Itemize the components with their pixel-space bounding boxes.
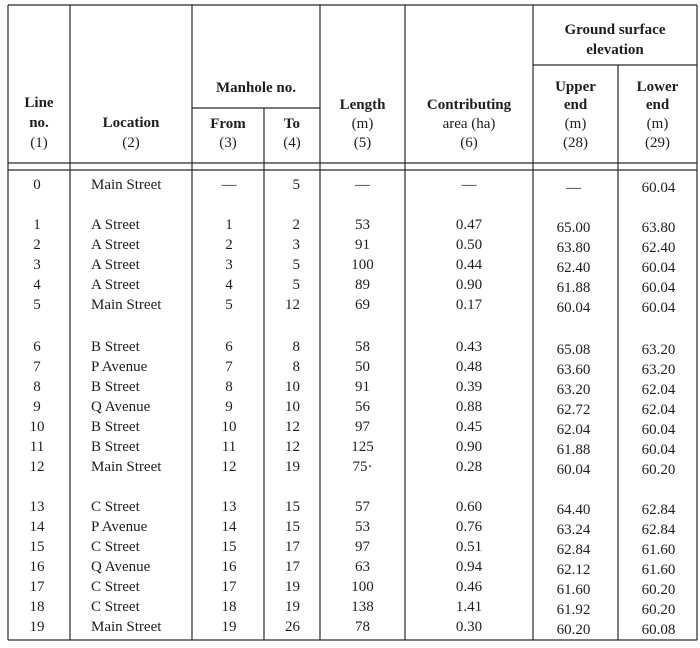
cell-location: P Avenue <box>91 519 148 535</box>
table-row <box>33 257 676 276</box>
header-length-unit: (m) <box>351 116 374 132</box>
cell-upper-elevation: 62.72 <box>556 402 591 418</box>
cell-line-no: 3 <box>33 257 41 273</box>
table-row <box>30 579 676 598</box>
cell-upper-elevation: 65.00 <box>556 220 591 236</box>
cell-line-no: 6 <box>33 339 41 355</box>
cell-upper-elevation: — <box>566 180 581 196</box>
cell-lower-elevation: 60.04 <box>641 422 676 438</box>
cell-upper-elevation: 61.92 <box>556 602 591 618</box>
cell-location: C Street <box>91 599 140 615</box>
cell-to: 5 <box>292 257 300 273</box>
cell-to: 8 <box>292 339 300 355</box>
cell-length: 91 <box>355 379 370 395</box>
cell-upper-elevation: 62.12 <box>556 562 591 578</box>
cell-upper-elevation: 63.24 <box>556 522 591 538</box>
table-row <box>30 419 676 438</box>
cell-area: 0.90 <box>455 277 483 293</box>
cell-location: B Street <box>91 339 140 355</box>
cell-line-no: 18 <box>29 599 45 615</box>
table-row <box>33 379 676 398</box>
table-row <box>33 359 675 378</box>
cell-length: 125 <box>351 439 374 455</box>
cell-length: 69 <box>355 297 370 313</box>
cell-line-no: 2 <box>33 237 41 253</box>
cell-lower-elevation: 60.20 <box>641 462 676 478</box>
cell-line-no: 12 <box>29 459 45 475</box>
cell-line-no: 1 <box>33 217 41 233</box>
cell-upper-elevation: 61.88 <box>556 442 591 458</box>
cell-to: 10 <box>285 379 300 395</box>
cell-line-no: 4 <box>33 277 41 293</box>
cell-from: 16 <box>221 559 237 575</box>
cell-from: 3 <box>225 257 233 273</box>
cell-to: 15 <box>285 499 300 515</box>
cell-length: 100 <box>351 579 374 595</box>
cell-upper-elevation: 63.60 <box>556 362 591 378</box>
cell-from: 11 <box>221 439 237 455</box>
cell-from: 4 <box>225 277 233 293</box>
cell-upper-elevation: 61.60 <box>556 582 591 598</box>
cell-location: A Street <box>91 277 140 293</box>
cell-area: — <box>461 177 477 193</box>
cell-location: P Avenue <box>91 359 148 375</box>
cell-upper-elevation: 62.04 <box>556 422 591 438</box>
cell-line-no: 8 <box>33 379 41 395</box>
header-lower-label-2: end <box>645 97 670 113</box>
cell-to: 26 <box>285 619 300 635</box>
cell-length: 138 <box>351 599 374 615</box>
cell-location: B Street <box>91 379 140 395</box>
header-from-number: (3) <box>219 135 237 151</box>
table-row <box>33 297 676 316</box>
cell-length: 97 <box>355 419 370 435</box>
cell-lower-elevation: 60.20 <box>641 582 676 598</box>
cell-upper-elevation: 60.20 <box>556 622 591 638</box>
cell-area: 0.51 <box>455 539 483 555</box>
cell-lower-elevation: 61.60 <box>641 542 676 558</box>
cell-lower-elevation: 62.04 <box>641 382 676 398</box>
header-to-label: To <box>283 116 301 132</box>
cell-line-no: 19 <box>29 619 45 635</box>
cell-area: 0.30 <box>455 619 483 635</box>
cell-to: 19 <box>285 459 300 475</box>
cell-location: A Street <box>91 237 140 253</box>
cell-line-no: 15 <box>29 539 45 555</box>
cell-from: 1 <box>225 217 233 233</box>
cell-line-no: 14 <box>29 519 45 535</box>
cell-length: — <box>355 177 370 193</box>
table-row <box>30 459 676 478</box>
table-row <box>33 399 676 418</box>
header-area-label: Contributing <box>426 97 512 113</box>
cell-line-no: 11 <box>29 439 45 455</box>
table-row <box>30 559 676 578</box>
cell-to: 3 <box>292 237 300 253</box>
cell-from: 13 <box>221 499 237 515</box>
cell-to: 12 <box>285 439 300 455</box>
header-line-label: no. <box>29 115 49 131</box>
cell-upper-elevation: 63.20 <box>556 382 591 398</box>
cell-area: 1.41 <box>455 599 483 615</box>
cell-to: 15 <box>285 519 300 535</box>
cell-location: A Street <box>91 257 140 273</box>
cell-lower-elevation: 63.80 <box>641 220 676 236</box>
cell-line-no: 13 <box>29 499 45 515</box>
table-body <box>30 177 676 638</box>
header-ground-label-2: elevation <box>586 42 644 58</box>
table-row <box>33 339 675 358</box>
cell-upper-elevation: 64.40 <box>556 502 591 518</box>
cell-from: — <box>221 177 237 193</box>
table-row <box>33 237 675 256</box>
cell-from: 5 <box>225 297 233 313</box>
cell-upper-elevation: 60.04 <box>556 300 591 316</box>
header-to-number: (4) <box>283 135 301 151</box>
cell-to: 19 <box>285 599 300 615</box>
cell-lower-elevation: 63.20 <box>641 342 676 358</box>
cell-upper-elevation: 65.08 <box>556 342 591 358</box>
cell-to: 17 <box>285 559 300 575</box>
cell-location: B Street <box>91 419 140 435</box>
cell-area: 0.48 <box>455 359 483 375</box>
header-lower-number: (29) <box>645 135 670 151</box>
cell-length: 58 <box>355 339 370 355</box>
table-row <box>30 499 676 518</box>
cell-area: 0.90 <box>455 439 483 455</box>
cell-length: 53 <box>355 519 370 535</box>
table-row <box>33 177 676 196</box>
cell-area: 0.46 <box>455 579 483 595</box>
table-row <box>30 439 676 458</box>
cell-length: 75· <box>352 459 373 475</box>
header-location-label: Location <box>102 115 160 131</box>
cell-line-no: 7 <box>33 359 41 375</box>
cell-upper-elevation: 61.88 <box>556 280 591 296</box>
table-row <box>33 217 675 236</box>
cell-upper-elevation: 62.40 <box>556 260 591 276</box>
cell-to: 5 <box>292 177 300 193</box>
cell-lower-elevation: 60.08 <box>641 622 676 638</box>
cell-length: 50 <box>355 359 370 375</box>
cell-area: 0.17 <box>455 297 483 313</box>
cell-upper-elevation: 62.84 <box>556 542 591 558</box>
header-manhole-group: Manhole no. <box>215 80 297 96</box>
cell-length: 53 <box>355 217 370 233</box>
cell-length: 57 <box>355 499 370 515</box>
cell-line-no: 9 <box>33 399 41 415</box>
cell-location: Main Street <box>91 619 162 635</box>
cell-from: 8 <box>225 379 233 395</box>
cell-lower-elevation: 60.04 <box>641 180 676 196</box>
cell-length: 63 <box>355 559 370 575</box>
cell-area: 0.43 <box>455 339 483 355</box>
cell-lower-elevation: 62.04 <box>641 402 676 418</box>
cell-area: 0.60 <box>455 499 483 515</box>
cell-line-no: 5 <box>33 297 41 313</box>
cell-area: 0.44 <box>455 257 483 273</box>
cell-area: 0.88 <box>455 399 483 415</box>
cell-from: 14 <box>221 519 237 535</box>
cell-from: 15 <box>221 539 237 555</box>
cell-lower-elevation: 60.04 <box>641 300 676 316</box>
cell-area: 0.45 <box>455 419 483 435</box>
header-area-number: (6) <box>460 135 478 151</box>
cell-from: 17 <box>221 579 237 595</box>
cell-location: C Street <box>91 539 140 555</box>
cell-location: Q Avenue <box>91 399 151 415</box>
header-line-label: Line <box>24 95 54 111</box>
cell-location: Main Street <box>91 459 162 475</box>
header-location-number: (2) <box>122 135 140 151</box>
cell-area: 0.50 <box>455 237 483 253</box>
cell-area: 0.28 <box>455 459 483 475</box>
cell-area: 0.39 <box>455 379 483 395</box>
cell-from: 9 <box>225 399 233 415</box>
cell-from: 7 <box>225 359 233 375</box>
cell-to: 19 <box>285 579 300 595</box>
table-row <box>30 539 676 558</box>
cell-to: 12 <box>285 419 300 435</box>
cell-to: 8 <box>292 359 300 375</box>
cell-from: 6 <box>225 339 233 355</box>
cell-lower-elevation: 62.40 <box>641 240 676 256</box>
header-area-unit: area (ha) <box>442 116 496 132</box>
cell-length: 100 <box>351 257 374 273</box>
header-length-number: (5) <box>353 135 372 151</box>
cell-location: C Street <box>91 579 140 595</box>
cell-location: Main Street <box>91 297 162 313</box>
header-length-label: Length <box>339 97 386 113</box>
cell-area: 0.76 <box>455 519 483 535</box>
cell-from: 12 <box>221 459 237 475</box>
cell-upper-elevation: 60.04 <box>556 462 591 478</box>
cell-line-no: 16 <box>29 559 45 575</box>
cell-from: 18 <box>221 599 237 615</box>
cell-line-no: 17 <box>29 579 45 595</box>
cell-lower-elevation: 62.84 <box>641 522 676 538</box>
table-row <box>30 599 676 618</box>
cell-from: 2 <box>225 237 233 253</box>
cell-length: 89 <box>355 277 370 293</box>
cell-line-no: 10 <box>29 419 45 435</box>
header-ground-label: Ground surface <box>564 22 666 38</box>
cell-length: 97 <box>355 539 370 555</box>
header-lower-label: Lower <box>636 79 679 95</box>
cell-lower-elevation: 60.20 <box>641 602 676 618</box>
header-upper-unit: (m) <box>564 116 587 132</box>
cell-length: 91 <box>355 237 370 253</box>
cell-area: 0.94 <box>455 559 483 575</box>
cell-lower-elevation: 62.84 <box>641 502 676 518</box>
header-upper-label-2: end <box>563 97 588 113</box>
table-header <box>24 22 678 151</box>
cell-location: C Street <box>91 499 140 515</box>
table-row <box>33 277 676 296</box>
cell-to: 12 <box>285 297 300 313</box>
table-row <box>30 519 676 538</box>
table-row <box>30 619 676 638</box>
cell-to: 10 <box>285 399 300 415</box>
header-upper-label: Upper <box>555 79 596 95</box>
cell-from: 19 <box>221 619 237 635</box>
cell-location: Main Street <box>91 177 162 193</box>
header-line-number: (1) <box>30 135 48 151</box>
cell-line-no: 0 <box>33 177 41 193</box>
cell-to: 5 <box>292 277 300 293</box>
cell-length: 78 <box>355 619 370 635</box>
cell-lower-elevation: 61.60 <box>641 562 676 578</box>
header-upper-number: (28) <box>563 135 588 151</box>
cell-length: 56 <box>355 399 370 415</box>
header-lower-unit: (m) <box>646 116 669 132</box>
cell-lower-elevation: 60.04 <box>641 260 676 276</box>
header-from-label: From <box>210 116 246 132</box>
cell-to: 2 <box>292 217 300 233</box>
cell-location: Q Avenue <box>91 559 151 575</box>
cell-area: 0.47 <box>455 217 483 233</box>
cell-lower-elevation: 60.04 <box>641 442 676 458</box>
cell-to: 17 <box>285 539 300 555</box>
cell-lower-elevation: 63.20 <box>641 362 676 378</box>
cell-upper-elevation: 63.80 <box>556 240 591 256</box>
cell-location: A Street <box>91 217 140 233</box>
cell-location: B Street <box>91 439 140 455</box>
cell-from: 10 <box>221 419 237 435</box>
cell-lower-elevation: 60.04 <box>641 280 676 296</box>
